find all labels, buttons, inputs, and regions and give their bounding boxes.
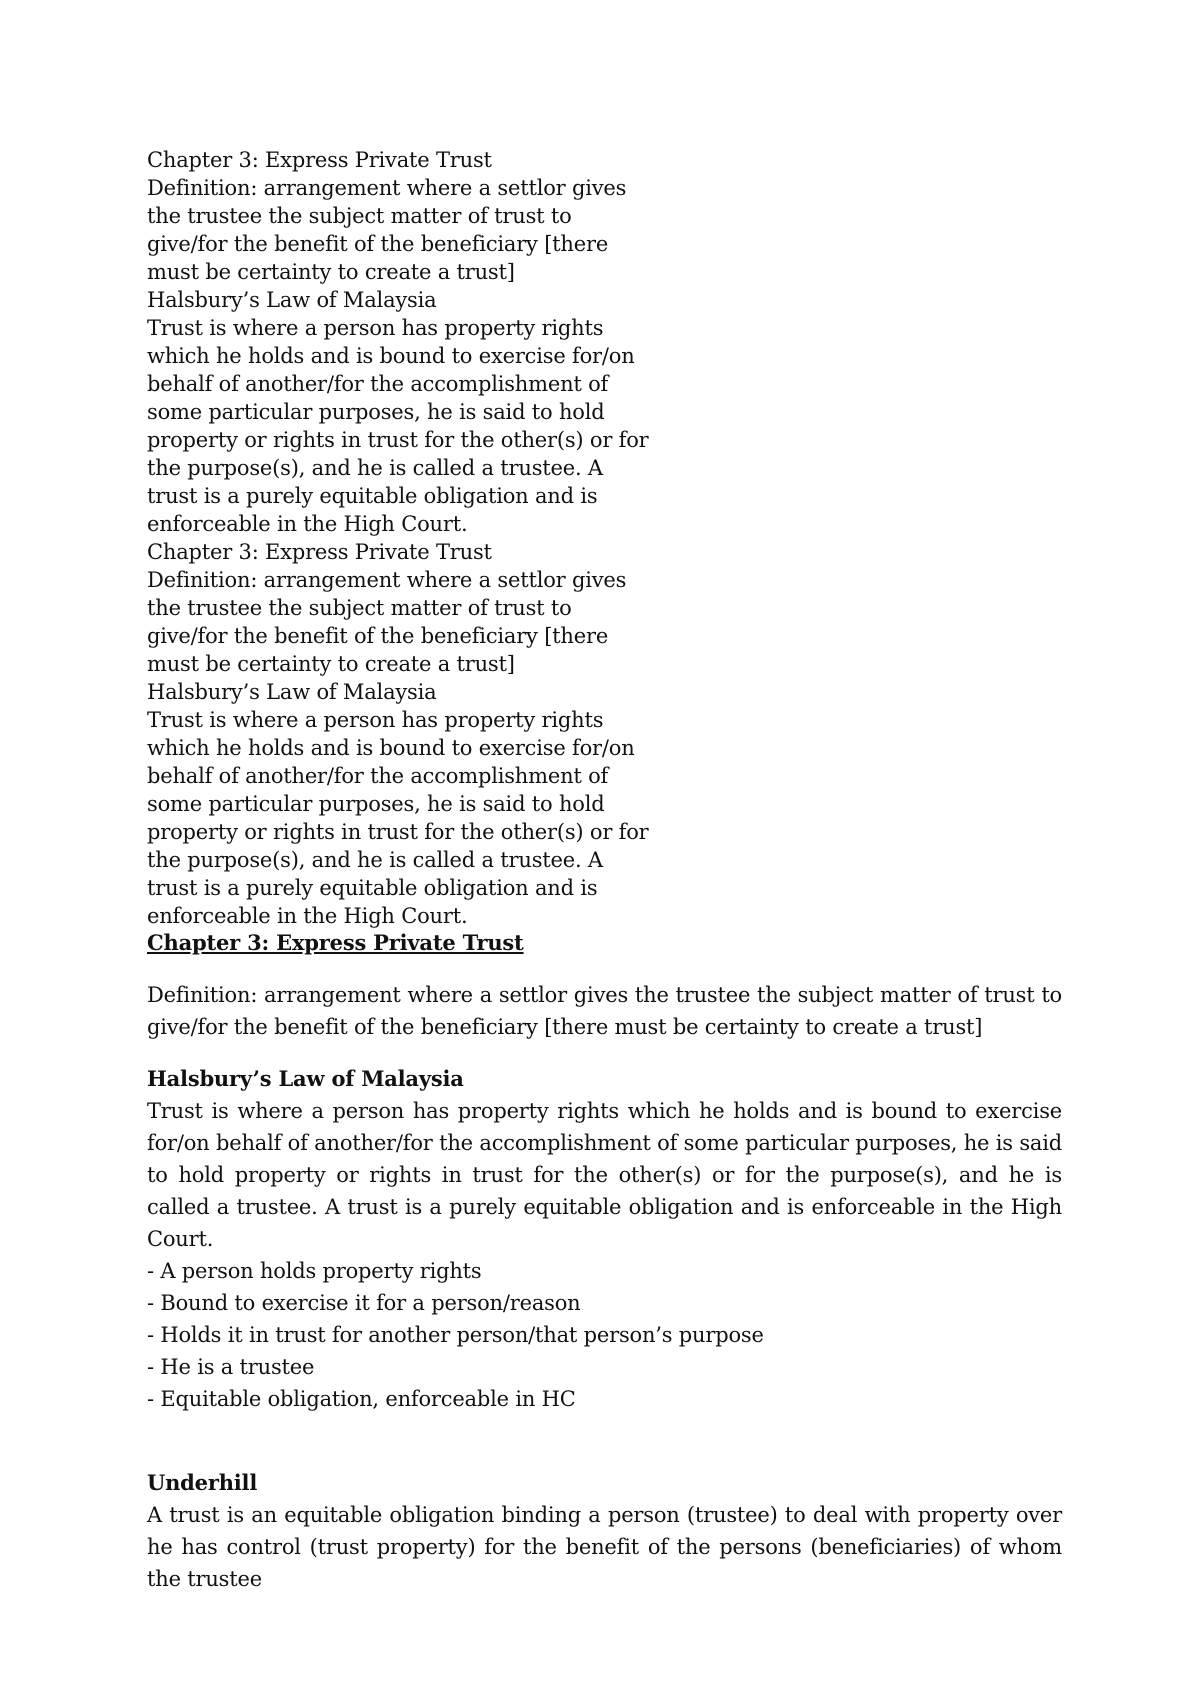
text-line: give/for the benefit of the beneficiary [there (147, 624, 609, 648)
text-line: give/for the benefit of the beneficiary [there (147, 232, 609, 256)
text-line: property or rights in trust for the other(s) or for (147, 820, 649, 844)
underhill-heading: Underhill (147, 1470, 258, 1495)
text-line: Chapter 3: Express Private Trust (147, 540, 492, 564)
text-line: enforceable in the High Court. (147, 512, 468, 536)
list-item: - A person holds property rights (147, 1259, 482, 1283)
list-item: - Bound to exercise it for a person/reason (147, 1291, 581, 1315)
halsbury-heading: Halsbury’s Law of Malaysia (147, 1066, 464, 1091)
text-line: Trust is where a person has property rights (147, 708, 604, 732)
text-line: Halsbury’s Law of Malaysia (147, 288, 437, 312)
text-line: Chapter 3: Express Private Trust (147, 148, 492, 172)
text-line: Definition: arrangement where a settlor gives (147, 568, 627, 592)
list-item: - Equitable obligation, enforceable in HC (147, 1387, 576, 1411)
text-line: enforceable in the High Court. (147, 904, 468, 928)
text-line: some particular purposes, he is said to hold (147, 400, 605, 424)
text-line: the purpose(s), and he is called a trustee. A (147, 848, 603, 872)
definition-paragraph: Definition: arrangement where a settlor gives the trustee the subject matter of trust to give/for the benefit of the beneficiary [there must be certainty to create a trust] (147, 983, 1062, 1039)
text-line: property or rights in trust for the other(s) or for (147, 428, 649, 452)
underhill-paragraph: A trust is an equitable obligation binding a person (trustee) to deal with property over he has control (trust property) for the benefit of the persons (beneficiaries) of whom the trustee (147, 1503, 1062, 1591)
text-line: which he holds and is bound to exercise for/on (147, 736, 635, 760)
chapter-heading: Chapter 3: Express Private Trust (147, 930, 524, 955)
halsbury-paragraph: Trust is where a person has property rights which he holds and is bound to exercise for/on behalf of another/for the accomplishment of some particular purposes, he is said to hold property or rights in trust for the other(s) or for the purpose(s), and he is called a trustee. A trust is a purely equitable obligation and is enforceable in the High Court. (147, 1099, 1062, 1251)
text-line: which he holds and is bound to exercise for/on (147, 344, 635, 368)
text-line: must be certainty to create a trust] (147, 260, 515, 284)
text-line: trust is a purely equitable obligation and is (147, 484, 598, 508)
text-line: some particular purposes, he is said to hold (147, 792, 605, 816)
text-line: behalf of another/for the accomplishment of (147, 764, 609, 788)
text-line: Definition: arrangement where a settlor gives (147, 176, 627, 200)
narrow-text-block (147, 146, 649, 930)
text-line: the trustee the subject matter of trust to (147, 596, 572, 620)
text-line: must be certainty to create a trust] (147, 652, 515, 676)
list-item: - Holds it in trust for another person/that person’s purpose (147, 1323, 764, 1347)
text-line: the purpose(s), and he is called a trustee. A (147, 456, 603, 480)
text-line: trust is a purely equitable obligation and is (147, 876, 598, 900)
main-content (147, 927, 1062, 1595)
list-item: - He is a trustee (147, 1355, 315, 1379)
text-line: the trustee the subject matter of trust to (147, 204, 572, 228)
text-line: Trust is where a person has property rights (147, 316, 604, 340)
text-line: behalf of another/for the accomplishment of (147, 372, 609, 396)
text-line: Halsbury’s Law of Malaysia (147, 680, 437, 704)
